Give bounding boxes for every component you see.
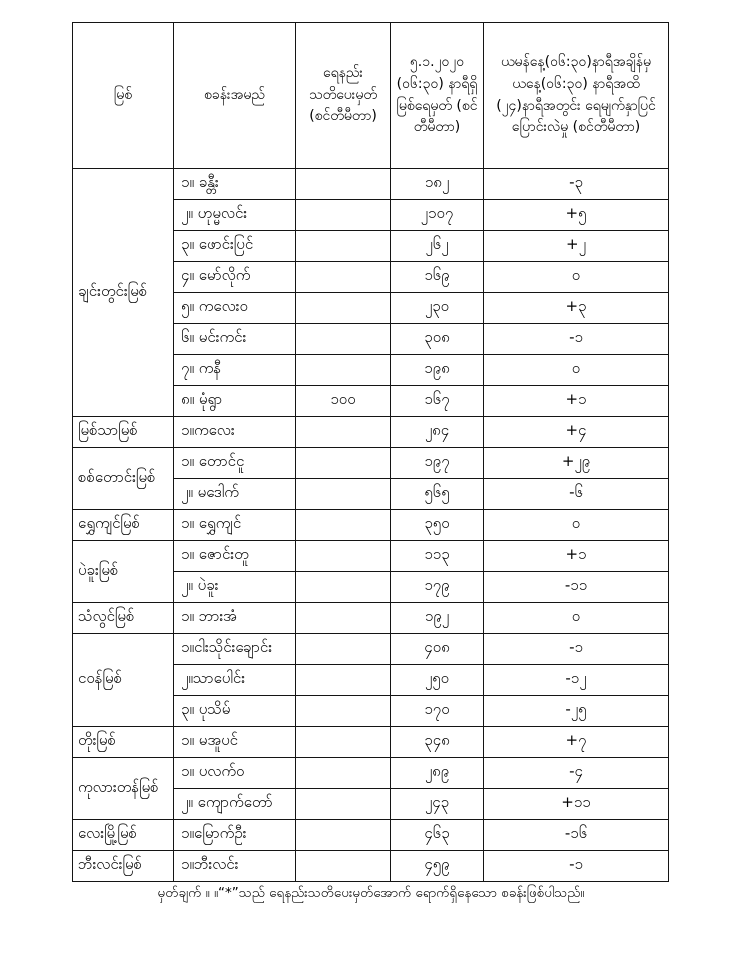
station-name-cell: ၁။ဘီးလင်း	[174, 851, 296, 882]
water-level-cell: ၁၆၇	[391, 386, 484, 417]
water-level-cell: ၄၅၉	[391, 851, 484, 882]
level-change-cell: +၄	[484, 417, 669, 448]
station-name-cell: ၈။ မုံရွာ	[174, 386, 296, 417]
level-change-cell: +၂	[484, 231, 669, 262]
station-name-cell: ၂။ မဒေါက်	[174, 479, 296, 510]
table-row	[73, 448, 669, 479]
water-level-cell: ၅၆၅	[391, 479, 484, 510]
water-level-cell: ၁၉၈	[391, 355, 484, 386]
warning-mark-cell	[296, 634, 391, 665]
level-change-cell: -၃	[484, 169, 669, 200]
footnote: မှတ်ချက် ။ ။“*”သည် ရေနည်းသတိပေးမှတ်အောက် ရောက်ရှိနေသော စခန်းဖြစ်ပါသည်။	[157, 885, 585, 901]
station-name-cell: ၄။ မော်လိုက်	[174, 262, 296, 293]
water-level-cell: ၃၄၈	[391, 727, 484, 758]
warning-mark-cell	[296, 293, 391, 324]
station-name-cell: ၇။ ကနီ	[174, 355, 296, 386]
station-name-cell: ၁။ ပလက်ဝ	[174, 758, 296, 789]
warning-mark-cell	[296, 851, 391, 882]
level-change-cell: -၆	[484, 479, 669, 510]
warning-mark-cell	[296, 541, 391, 572]
level-change-cell: ၀	[484, 603, 669, 634]
station-name-cell: ၂။ ပဲခူး	[174, 572, 296, 603]
water-level-cell: ၁၇၀	[391, 696, 484, 727]
station-name-cell: ၂။သာပေါင်း	[174, 665, 296, 696]
warning-mark-cell: ၁၀၀	[296, 386, 391, 417]
river-name-cell: ကုလားတန်မြစ်	[73, 758, 174, 820]
warning-mark-cell	[296, 324, 391, 355]
river-water-level-table	[72, 22, 669, 882]
table-row	[73, 851, 669, 882]
header-river: မြစ်	[73, 23, 174, 169]
water-level-cell: ၂၆၂	[391, 231, 484, 262]
river-table-body	[73, 169, 669, 882]
river-name-cell: ရွှေကျင်မြစ်	[73, 510, 174, 541]
level-change-cell: ၀	[484, 510, 669, 541]
table-row	[73, 417, 669, 448]
warning-mark-cell	[296, 231, 391, 262]
river-name-cell: လေးမြို့မြစ်	[73, 820, 174, 851]
warning-mark-cell	[296, 820, 391, 851]
station-name-cell: ၁။ တောင်ငူ	[174, 448, 296, 479]
river-name-cell: သံလွင်မြစ်	[73, 603, 174, 634]
water-level-cell: ၂၈၉	[391, 758, 484, 789]
water-level-cell: ၁၉၇	[391, 448, 484, 479]
header-24hr-change: ယမန်နေ့(၀၆:၃၀)နာရီအချိန်မှ ယနေ့(၀၆:၃၀) နာရီအထိ (၂၄)နာရီအတွင်း ရေမျက်နှာပြင်ပြောင်းလဲမှု (စင်တီမီတာ)	[484, 23, 669, 169]
level-change-cell: +၃	[484, 293, 669, 324]
warning-mark-cell	[296, 417, 391, 448]
water-level-cell: ၁၁၃	[391, 541, 484, 572]
water-level-cell: ၃၀၈	[391, 324, 484, 355]
warning-mark-cell	[296, 727, 391, 758]
level-change-cell: -၁၂	[484, 665, 669, 696]
station-name-cell: ၅။ ကလေးဝ	[174, 293, 296, 324]
level-change-cell: +၂၉	[484, 448, 669, 479]
water-level-cell: ၂၁၀၇	[391, 200, 484, 231]
water-level-cell: ၁၆၉	[391, 262, 484, 293]
table-header	[73, 23, 669, 169]
table-row	[73, 758, 669, 789]
warning-mark-cell	[296, 169, 391, 200]
station-name-cell: ၃။ ပုသိမ်	[174, 696, 296, 727]
level-change-cell: +၁	[484, 541, 669, 572]
river-name-cell: ဘီးလင်းမြစ်	[73, 851, 174, 882]
table-row	[73, 603, 669, 634]
river-name-cell: မြစ်သာမြစ်	[73, 417, 174, 448]
water-level-cell: ၁၉၂	[391, 603, 484, 634]
warning-mark-cell	[296, 355, 391, 386]
station-name-cell: ၁။ မအူပင်	[174, 727, 296, 758]
station-name-cell: ၁။ငါးသိုင်းချောင်း	[174, 634, 296, 665]
warning-mark-cell	[296, 479, 391, 510]
level-change-cell: +၁၁	[484, 789, 669, 820]
station-name-cell: ၁။ ခန္တီး	[174, 169, 296, 200]
level-change-cell: -၁၁	[484, 572, 669, 603]
station-name-cell: ၁။ ဘားအံ	[174, 603, 296, 634]
header-station: စခန်းအမည်	[174, 23, 296, 169]
header-low-water-warning-mark: ရေနည်း သတိပေးမှတ် (စင်တီမီတာ)	[296, 23, 391, 169]
level-change-cell: -၂၅	[484, 696, 669, 727]
water-level-cell: ၄၀၈	[391, 634, 484, 665]
warning-mark-cell	[296, 200, 391, 231]
table-row	[73, 510, 669, 541]
station-name-cell: ၂။ ကျောက်တော်	[174, 789, 296, 820]
river-name-cell: ချင်းတွင်းမြစ်	[73, 169, 174, 417]
river-name-cell: စစ်တောင်းမြစ်	[73, 448, 174, 510]
station-name-cell: ၃။ ဖောင်းပြင်	[174, 231, 296, 262]
table-row	[73, 727, 669, 758]
river-name-cell: တိုးမြစ်	[73, 727, 174, 758]
station-name-cell: ၁။ ဇောင်းတူ	[174, 541, 296, 572]
level-change-cell: -၄	[484, 758, 669, 789]
level-change-cell: -၁	[484, 851, 669, 882]
table-row	[73, 541, 669, 572]
station-name-cell: ၂။ ဟုမ္မလင်း	[174, 200, 296, 231]
table-row	[73, 634, 669, 665]
water-level-cell: ၁၈၂	[391, 169, 484, 200]
water-level-cell: ၂၅၀	[391, 665, 484, 696]
warning-mark-cell	[296, 510, 391, 541]
level-change-cell: ၀	[484, 355, 669, 386]
water-level-cell: ၃၅၀	[391, 510, 484, 541]
water-level-cell: ၁၇၉	[391, 572, 484, 603]
station-name-cell: ၁။ ရွှေကျင်	[174, 510, 296, 541]
level-change-cell: ၀	[484, 262, 669, 293]
level-change-cell: -၁	[484, 634, 669, 665]
level-change-cell: +၁	[484, 386, 669, 417]
river-name-cell: ငဝန်မြစ်	[73, 634, 174, 727]
warning-mark-cell	[296, 262, 391, 293]
warning-mark-cell	[296, 572, 391, 603]
level-change-cell: -၁	[484, 324, 669, 355]
water-level-cell: ၂၃၀	[391, 293, 484, 324]
warning-mark-cell	[296, 448, 391, 479]
river-name-cell: ပဲခူးမြစ်	[73, 541, 174, 603]
warning-mark-cell	[296, 696, 391, 727]
station-name-cell: ၁။မြောက်ဦး	[174, 820, 296, 851]
warning-mark-cell	[296, 665, 391, 696]
level-change-cell: +၅	[484, 200, 669, 231]
warning-mark-cell	[296, 603, 391, 634]
water-level-cell: ၂၈၄	[391, 417, 484, 448]
table-row	[73, 820, 669, 851]
water-level-cell: ၂၄၃	[391, 789, 484, 820]
level-change-cell: +၇	[484, 727, 669, 758]
warning-mark-cell	[296, 758, 391, 789]
station-name-cell: ၁။ကလေး	[174, 417, 296, 448]
water-level-cell: ၄၆၃	[391, 820, 484, 851]
header-row	[73, 23, 669, 169]
header-water-level: ၅.၁.၂၀၂၀ (၀၆:၃၀) နာရီရှိ မြစ်ရေမှတ် (စင်တီမီတာ)	[391, 23, 484, 169]
station-name-cell: ၆။ မင်းကင်း	[174, 324, 296, 355]
table-row	[73, 169, 669, 200]
level-change-cell: -၁၆	[484, 820, 669, 851]
warning-mark-cell	[296, 789, 391, 820]
